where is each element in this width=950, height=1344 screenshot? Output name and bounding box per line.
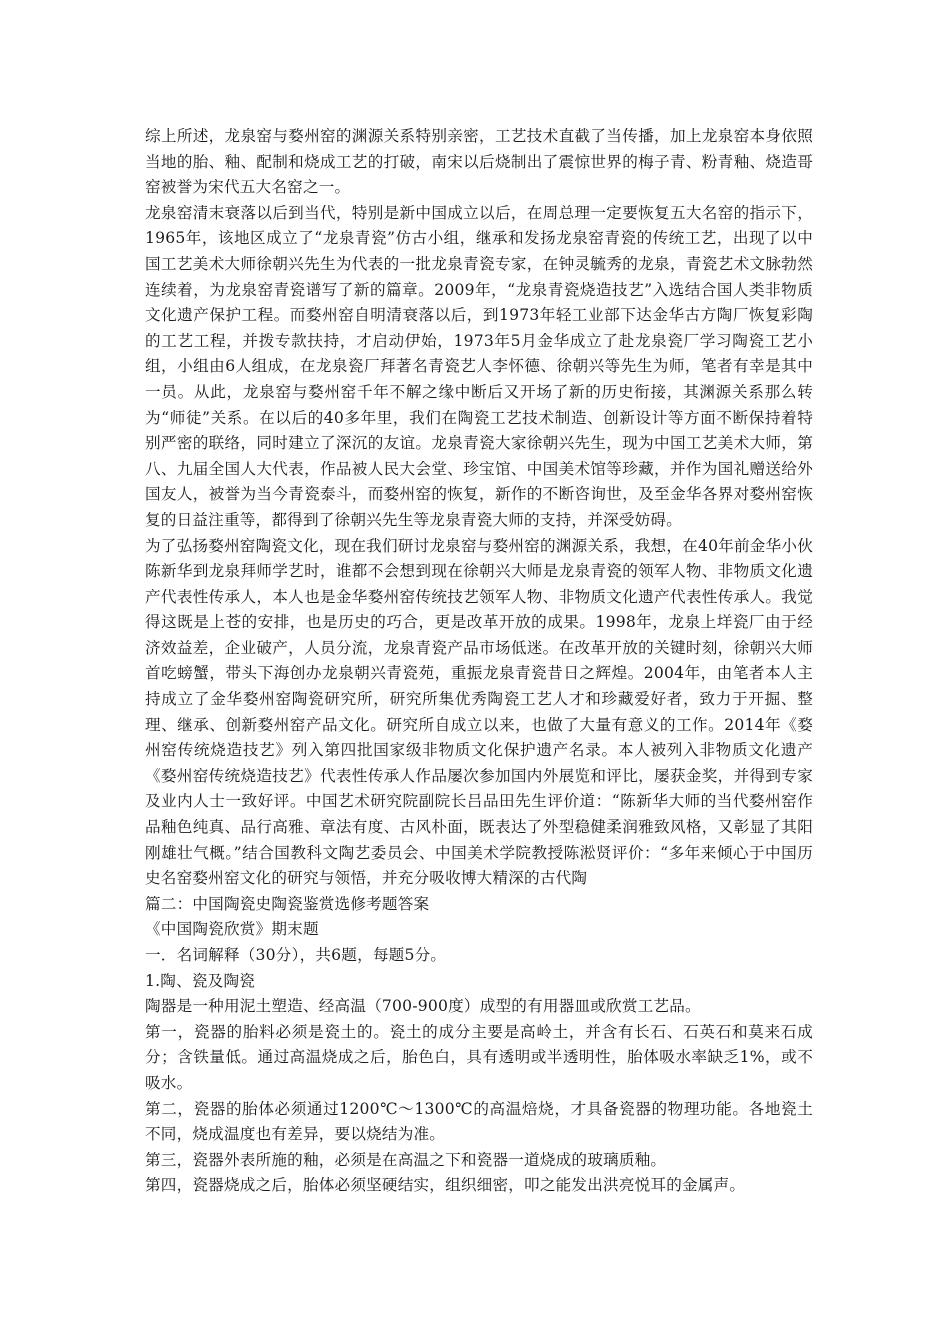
answer-point-fourth: 第四，瓷器烧成之后，胎体必须坚硬结实，组织细密，叩之能发出洪亮悦耳的金属声。 — [145, 1176, 746, 1195]
section-heading-part-two: 篇二：中国陶瓷史陶瓷鉴赏选修考题答案 — [145, 894, 430, 913]
question-section-heading: 一．名词解释（30分），共6题，每题5分。 — [145, 946, 447, 964]
answer-point-third: 第三，瓷器外表所施的釉，必须是在高温之下和瓷器一道烧成的玻璃质釉。 — [145, 1150, 667, 1169]
answer-point-first: 第一，瓷器的胎料必须是瓷土的。瓷土的成分主要是高岭土，并含有长石、石英石和莫来石成分；含铁量低。通过高温烧成之后，胎色白，具有透明或半透明性，胎体吸水率缺乏1%，或不吸水。 — [145, 1022, 813, 1092]
paragraph-longquan-history: 龙泉窑清末衰落以后到当代，特别是新中国成立以后，在周总理一定要恢复五大名窑的指示下，1965年，该地区成立了“龙泉青瓷”仿古小组，继承和发扬龙泉窑青瓷的传统工艺，出现了以中国工艺美术大师徐朝兴先生为代表的一批龙泉青瓷专家，在钟灵毓秀的龙泉，青瓷艺术文脉勃然连续着，为龙泉窑青瓷谱写了新的篇章。2009年，“龙泉青瓷烧造技艺”入选结合国人类非物质文化遗产保护工程。而婺州窑自明清衰落以后，到1973年轻工业部下达金华古方陶厂恢复彩陶的工艺工程，并拨专款扶持，才启动伊始，1973年5月金华成立了赴龙泉瓷厂学习陶瓷工艺小组，小组由6人组成，在龙泉瓷厂拜著名青瓷艺人李怀德、徐朝兴等先生为师，笔者有幸是其中一员。从此，龙泉窑与婺州窑千年不解之缘中断后又开场了新的历史衔接，其渊源关系那么转为“师徒”关系。在以后的40多年里，我们在陶瓷工艺技术制造、创新设计等方面不断保持着特别严密的联络，同时建立了深沉的友谊。龙泉青瓷大家徐朝兴先生，现为中国工艺美术大师，第八、九届全国人大代表，作品被人民大会堂、珍宝馆、中国美术馆等珍藏，并作为国礼赠送给外国友人，被誉为当今青瓷泰斗，而婺州窑的恢复，新作的不断咨询世，及至金华各界对婺州窑恢复的日益注重等，都得到了徐朝兴先生等龙泉青瓷大师的支持，并深受妨碍。 — [145, 203, 813, 529]
paragraph-wuzhou-culture: 为了弘扬婺州窑陶瓷文化，现在我们研讨龙泉窑与婺州窑的渊源关系，我想，在40年前金华小伙陈新华到龙泉拜师学艺时，谁都不会想到现在徐朝兴大师是龙泉青瓷的领军人物、非物质文化遗产代表性传承人，本人也是金华婺州窑传统技艺领军人物、非物质文化遗产代表性传承人。我觉得这既是上苍的安排，也是历史的巧合，更是改革开放的成果。1998年，龙泉上垟瓷厂由于经济效益差，企业破产，人员分流，龙泉青瓷产品市场低迷。在改革开放的关键时刻，徐朝兴大师首吃螃蟹，带头下海创办龙泉朝兴青瓷苑，重振龙泉青瓷昔日之辉煌。2004年，由笔者本人主持成立了金华婺州窑陶瓷研究所，研究所集优秀陶瓷工艺人才和珍藏爱好者，致力于开掘、整理、继承、创新婺州窑产品文化。研究所自成立以来，也做了大量有意义的工作。2014年《婺州窑传统烧造技艺》列入第四批国家级非物质文化保护遗产名录。本人被列入非物质文化遗产《婺州窑传统烧造技艺》代表性传承人作品屡次参加国内外展览和评比，屡获金奖，并得到专家及业内人士一致好评。中国艺术研究院副院长吕品田先生评价道：“陈新华大师的当代婺州窑作品釉色纯真、品行高雅、章法有度、古风朴面，既表达了外型稳健柔润雅致风格，又彰显了其阳刚雄壮气概。”结合国教科文陶艺委员会、中国美术学院教授陈淞贤评价：“多年来倾心于中国历史名窑婺州窑文化的研究与领悟，并充分吸收博大精深的古代陶 — [145, 536, 813, 888]
answer-pottery-definition: 陶器是一种用泥土塑造、经高温（700-900度）成型的有用器皿或欣赏工艺品。 — [145, 997, 701, 1016]
answer-point-second: 第二，瓷器的胎体必须通过1200℃～1300℃的高温焙烧，才具备瓷器的物理功能。各地瓷土不同，烧成温度也有差异，要以烧结为准。 — [145, 1099, 813, 1144]
paragraph-summary: 综上所述，龙泉窑与婺州窑的渊源关系特别亲密，工艺技术直截了当传播，加上龙泉窑本身依照当地的胎、釉、配制和烧成工艺的打破，南宋以后烧制出了震惊世界的梅子青、粉青釉、烧造哥窑被誉为宋代五大名窑之一。 — [145, 127, 813, 197]
exam-title: 《中国陶瓷欣赏》期末题 — [145, 920, 319, 939]
question-item-heading: 1.陶、瓷及陶瓷 — [145, 971, 256, 990]
document-body — [145, 124, 813, 1199]
